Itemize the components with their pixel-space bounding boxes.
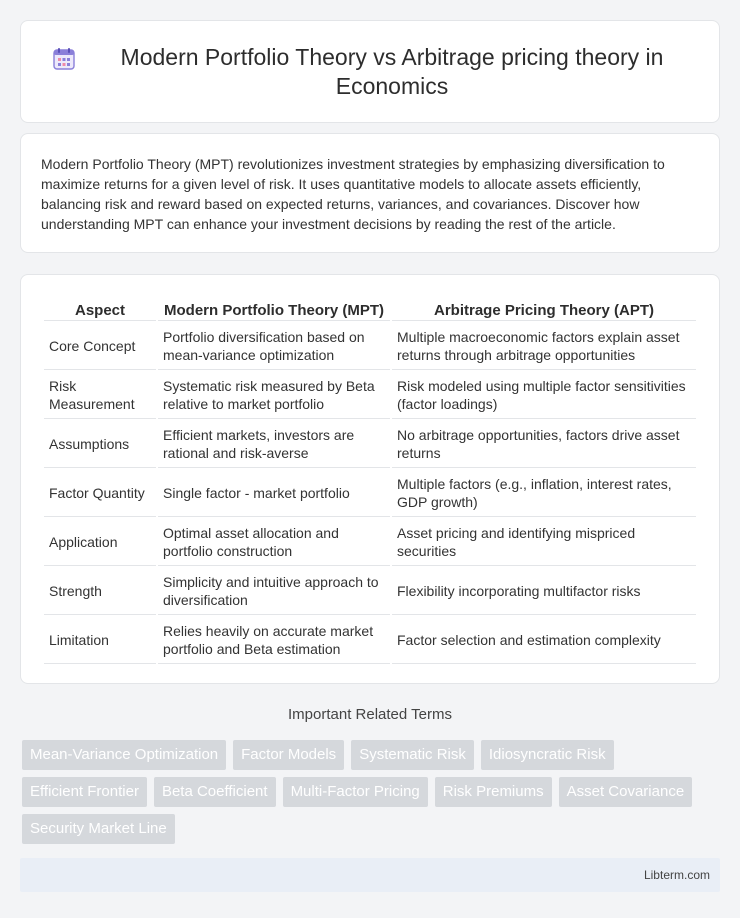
row-aspect: Factor Quantity <box>44 470 156 517</box>
tag-security-market-line[interactable]: Security Market Line <box>22 814 175 844</box>
row-apt: Factor selection and estimation complexity <box>392 617 696 664</box>
calendar-grid-icon <box>51 46 77 72</box>
row-apt: Multiple macroeconomic factors explain asset returns through arbitrage opportunities <box>392 323 696 370</box>
row-apt: Risk modeled using multiple factor sensitivities (factor loadings) <box>392 372 696 419</box>
tag-risk-premiums[interactable]: Risk Premiums <box>435 777 552 807</box>
row-aspect: Strength <box>44 568 156 615</box>
row-aspect: Assumptions <box>44 421 156 468</box>
row-mpt: Optimal asset allocation and portfolio construction <box>158 519 390 566</box>
comparison-table-card <box>20 274 720 684</box>
comparison-table <box>42 295 698 666</box>
tag-mean-variance-optimization[interactable]: Mean-Variance Optimization <box>22 740 226 770</box>
footer-site-link[interactable]: Libterm.com <box>643 868 710 882</box>
row-apt: Multiple factors (e.g., inflation, interest rates, GDP growth) <box>392 470 696 517</box>
title-wrap <box>51 43 689 101</box>
tag-asset-covariance[interactable]: Asset Covariance <box>559 777 693 807</box>
tag-multi-factor-pricing[interactable]: Multi-Factor Pricing <box>283 777 428 807</box>
tag-efficient-frontier[interactable]: Efficient Frontier <box>22 777 147 807</box>
tag-beta-coefficient[interactable]: Beta Coefficient <box>154 777 276 807</box>
intro-card <box>20 133 720 253</box>
tag-factor-models[interactable]: Factor Models <box>233 740 344 770</box>
row-mpt: Simplicity and intuitive approach to diversification <box>158 568 390 615</box>
related-terms-heading: Important Related Terms <box>288 706 452 723</box>
footer <box>20 858 720 892</box>
table-row <box>44 617 696 664</box>
row-mpt: Efficient markets, investors are rational and risk-averse <box>158 421 390 468</box>
header-apt: Arbitrage Pricing Theory (APT) <box>392 297 696 321</box>
row-mpt: Single factor - market portfolio <box>158 470 390 517</box>
row-aspect: Application <box>44 519 156 566</box>
row-aspect: Risk Measurement <box>44 372 156 419</box>
title-card <box>20 20 720 123</box>
row-apt: Asset pricing and identifying mispriced securities <box>392 519 696 566</box>
table-row <box>44 323 696 370</box>
row-apt: No arbitrage opportunities, factors drive asset returns <box>392 421 696 468</box>
table-row <box>44 372 696 419</box>
row-aspect: Core Concept <box>44 323 156 370</box>
intro-paragraph: Modern Portfolio Theory (MPT) revolutionizes investment strategies by emphasizing diversification to maximize returns for a given level of risk. It uses quantitative models to allocate assets efficiently, balancing risk and reward based on expected returns, variances, and covariances. Discover how understanding MPT can enhance your investment decisions by reading the rest of the article. <box>41 156 665 232</box>
table-row <box>44 519 696 566</box>
row-aspect: Limitation <box>44 617 156 664</box>
row-apt: Flexibility incorporating multifactor risks <box>392 568 696 615</box>
table-row <box>44 421 696 468</box>
tag-systematic-risk[interactable]: Systematic Risk <box>351 740 474 770</box>
related-terms-list <box>22 740 718 844</box>
row-mpt: Systematic risk measured by Beta relative to market portfolio <box>158 372 390 419</box>
table-header-row <box>44 297 696 321</box>
header-mpt: Modern Portfolio Theory (MPT) <box>158 297 390 321</box>
table-row <box>44 568 696 615</box>
table-row <box>44 470 696 517</box>
header-aspect: Aspect <box>44 297 156 321</box>
row-mpt: Relies heavily on accurate market portfolio and Beta estimation <box>158 617 390 664</box>
tag-idiosyncratic-risk[interactable]: Idiosyncratic Risk <box>481 740 614 770</box>
row-mpt: Portfolio diversification based on mean-variance optimization <box>158 323 390 370</box>
page-title: Modern Portfolio Theory vs Arbitrage pricing theory in Economics <box>120 43 664 99</box>
